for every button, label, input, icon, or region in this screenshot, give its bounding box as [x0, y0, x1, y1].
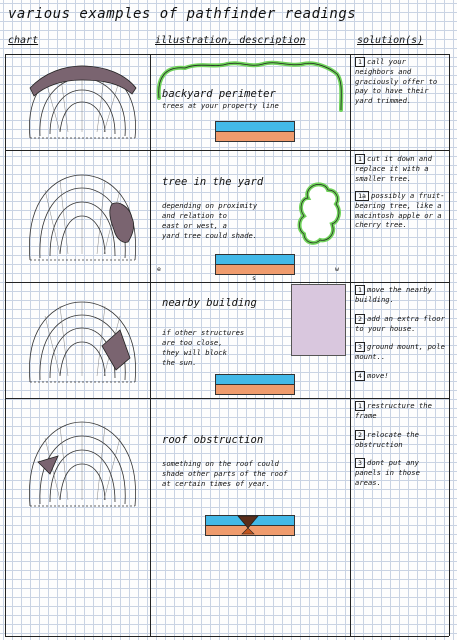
sky-bar — [215, 374, 295, 384]
sky-bar — [215, 254, 295, 264]
solution-item: 1 move the nearby building. — [355, 285, 432, 304]
solution-item: 1 cut it down and replace it with a smaller tree. — [355, 154, 432, 183]
solution-item: 4 move! — [355, 371, 447, 381]
solution-item: 2 relocate the obstruction — [355, 429, 419, 449]
row-divider — [5, 636, 449, 637]
row-divider — [5, 150, 449, 151]
sunpath-chart — [20, 58, 145, 146]
solution-list — [355, 57, 447, 105]
ground-bar — [215, 131, 295, 142]
ground-bar — [215, 384, 295, 395]
solution-item: 1 call your neighbors and graciously offer to pay to have their yard trimmed. — [355, 57, 438, 105]
perimeter-shade — [30, 66, 136, 96]
row-divider — [5, 282, 449, 283]
solution-list — [355, 401, 447, 487]
building-shade — [102, 330, 130, 370]
row-description: depending on proximity and relation to east or west, a yard tree could shade. — [162, 201, 258, 240]
sunpath-chart — [20, 410, 145, 515]
tree-illustration — [296, 180, 342, 250]
solution-item: 1 restructure the frame — [355, 401, 432, 420]
row-heading: backyard perimeter — [162, 88, 276, 100]
column-divider — [150, 54, 151, 636]
column-divider — [5, 54, 6, 636]
solution-list — [355, 285, 447, 381]
header-chart: chart — [8, 35, 39, 46]
header-solution: solution(s) — [357, 35, 424, 46]
roof-obstruction-icon — [236, 514, 260, 535]
compass-west-label: w — [335, 265, 339, 273]
solution-item: 2 add an extra floor to your house. — [355, 313, 445, 333]
page-title: various examples of pathfinder readings — [8, 6, 357, 22]
compass-south-label: s — [252, 274, 256, 282]
solution-item: 3 dont put any panels in those areas. — [355, 458, 420, 487]
column-divider — [449, 54, 450, 636]
sky-bar — [215, 121, 295, 131]
row-heading: roof obstruction — [162, 434, 264, 446]
row-divider — [5, 398, 449, 399]
solution-item: 1a possibly a fruit-bearing tree, like a macintosh apple or a cherry tree. — [355, 191, 445, 230]
building-illustration — [291, 284, 346, 356]
row-divider — [5, 54, 449, 55]
sunpath-chart — [20, 290, 145, 390]
compass-east-label: e — [157, 265, 161, 273]
row-description: something on the roof could shade other parts of the roof at certain times of year. — [162, 459, 288, 488]
row-heading: nearby building — [162, 297, 257, 309]
row-description: trees at your property line — [162, 101, 279, 110]
solution-item: 3 ground mount, pole mount.. — [355, 342, 445, 362]
solution-list — [355, 154, 447, 230]
column-divider — [350, 54, 351, 636]
row-heading: tree in the yard — [162, 176, 264, 188]
sunpath-chart — [20, 160, 145, 270]
header-illustration: illustration, description — [155, 35, 306, 46]
row-description: if other structures are too close, they will block the sun. — [162, 328, 245, 367]
